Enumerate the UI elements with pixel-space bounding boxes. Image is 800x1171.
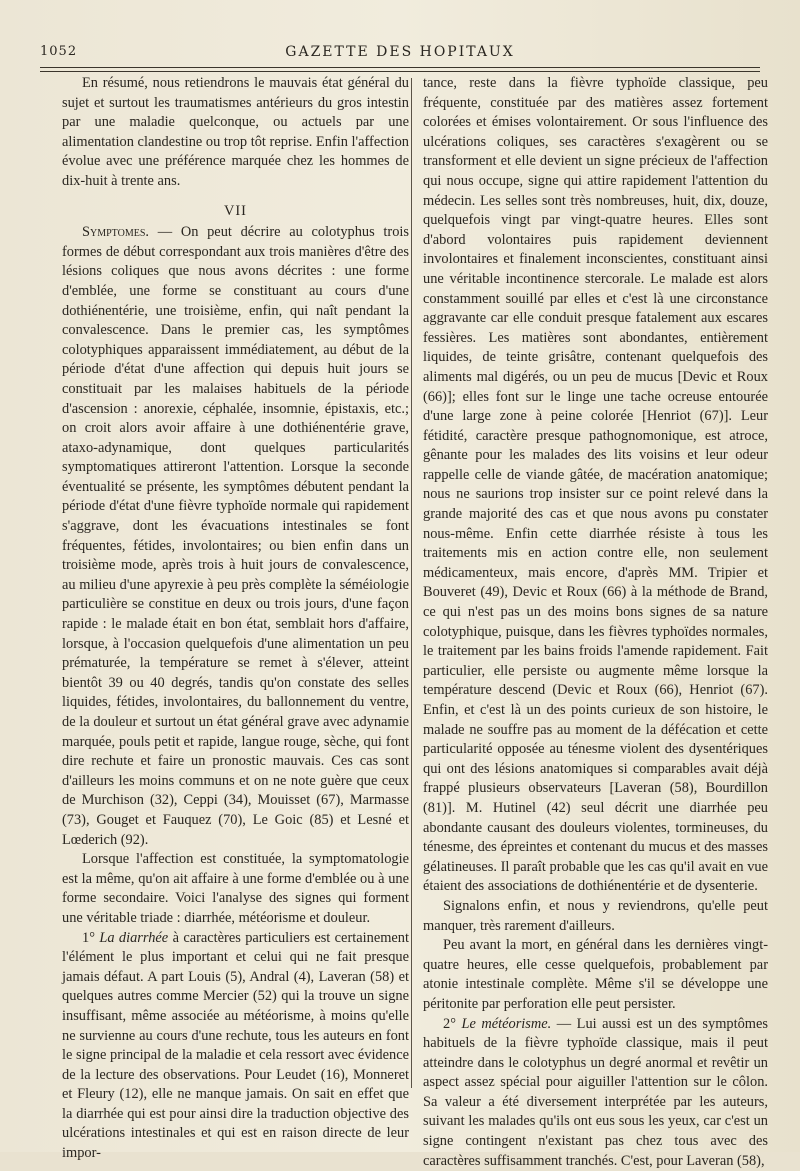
term-diarrhea: La diarrhée	[99, 930, 168, 946]
right-column	[423, 74, 768, 1171]
left-column	[62, 74, 409, 1164]
section-number: VII	[62, 202, 409, 222]
paragraph-summary: En résumé, nous retiendrons le mauvais état général du sujet et surtout les traumatismes antérieurs du gros intestin par une maladie quelconque, ou actuels par une alimentation clandestine ou trop tôt reprise. Enfin l'affection évolue avec une préférence marquée chez les hommes de dix-huit à trente ans.	[62, 74, 409, 192]
item-number: 2°	[443, 1016, 461, 1032]
running-title: GAZETTE DES HOPITAUX	[0, 44, 800, 60]
term-meteorism: Le météorisme.	[461, 1016, 551, 1032]
paragraph-may-be-absent: Signalons enfin, et nous y reviendrons, qu'elle peut manquer, très rarement d'ailleurs.	[423, 897, 768, 936]
paragraph-continued: tance, reste dans la fièvre typhoïde classique, peu fréquente, constituée par des matières assez fortement colorées et émises volontairement. Or sous l'influence des ulcérations coliques, ses caractères s'exagèrent ou se transforment et elle devient un signe précieux de l'affection qui nous occupe, signe qui attire rapidement l'attention du médecin. Les selles sont très nombreuses, huit, dix, douze, quelquefois vingt par vingt-quatre heures. Elles sont d'abord volontaires puis rapidement deviennent involontaires et finalement inconscientes, constituant ainsi une véritable incontinence stercorale. Le malade est alors constamment souillé par elles et c'est là une circonstance aggravante car elle conduit presque fatalement aux escares fessières. Les matières sont abondantes, entièrement liquides, de teinte grisâtre, contenant quelquefois des aliments mal digérés, ou un peu de mucus [Devic et Roux (66)]; elles font sur le linge une tache ocreuse entourée d'une large zone à peine colorée [Henriot (67)]. Leur fétidité, caractère presque pathognomonique, est atroce, gênante pour les malades des lits voisins et leur odeur rappelle celle de viande gâtée, de macération anatomique; nous ne saurions trop insister sur ce point relevé dans la grande majorité des cas et que nous avons pu constater nous-même. Enfin cette diarrhée résiste à tous les traitements mis en action contre elle, non seulement médicamenteux, mais encore, d'après MM. Tripier et Bouveret (49), Devic et Roux (66) à la méthode de Brand, ce qui n'est pas un des moins bons signes de sa nature colotyphique, puisque, dans les fièvres typhoïdes normales, le traitement par les bains froids l'amende rapidement. Fait particulier, elle persiste ou augmente même lorsque la température descend (Devic et Roux (66), Henriot (67). Enfin, et c'est là un des points curieux de son histoire, le malade ne souffre pas au moment de la défécation et cette particularité opposée au ténesme violent des dysentériques qui ont des lésions anatomiques si comparables avait déjà frappé plusieurs observateurs [Laveran (58), Bourdillon (81)]. M. Hutinel (42) seul décrit une diarrhée peu abondante causant des douleurs violentes, tormineuses, du ténesme, des épreintes et contenant du mucus et des masses gélatineuses. Il paraît probable que les cas qu'il avait en vue étaient des associations de dothiénentérie et de dysenterie.	[423, 74, 768, 897]
column-divider	[411, 78, 412, 1088]
paragraph-symptoms-text: — On peut décrire au colotyphus trois formes de début correspondant aux trois manières d'être des lésions coliques que nous avons décrites : une forme d'emblée, une forme se constituant au cours d'une dothiénentérie, une troisième, enfin, qui naît pendant la convalescence. Dans le premier cas, les symptômes colotyphiques apparaissent immédiatement, au début de la période d'état d'une affection qui depuis huit jours se constituait par les malaises habituels de la période d'ascension : anorexie, céphalée, insomnie, épistaxis, etc.; on croit alors avoir affaire à une dothiénentérie grave, ataxo-adynamique, dont quelques particularités symptomatiques attireront l'attention. Lorsque la seconde éventualité se présente, les symptômes débutent pendant la période d'état d'une fièvre typhoïde normale qui rapidement s'aggrave, dont les évacuations intestinales se font fréquentes, fétides, involontaires; ou bien enfin dans un troisième mode, après trois à huit jours de convalescence, au milieu d'une apyrexie à peu près complète la séméiologie particulière se constitue en deux ou trois jours, d'une façon rapide : le malade était en bon état, semblait hors d'affaire, lorsque, à l'occasion quelquefois d'une alimentation un peu prématurée, la température se remet à s'élever, atteint bientôt 39 ou 40 degrés, tandis qu'on constate des selles liquides, fétides, involontaires, du ballonnement du ventre, de la douleur et surtout un état général grave avec adynamie marquée, pouls petit et rapide, langue rouge, sèche, qui font dire rechute et faire un pronostic mauvais. Ces cas sont d'ailleurs les moins communs et on ne note guère que ceux de Murchison (32), Ceppi (34), Mouisset (67), Marmasse (73), Gouget et Fauquez (70), Le Goic (85) et Lesné et Lœderich (92).	[62, 224, 409, 847]
page-number: 1052	[40, 44, 77, 59]
paragraph-diarrhea-text: à caractères particuliers est certainement l'élément le plus important et celui qui ne fait presque jamais défaut. A part Louis (5), Andral (4), Laveran (58) et quelques autres comme Mercier (52) qui la trouve un signe insuffisant, même associée au météorisme, à moins qu'elle ne survienne au cours d'une rechute, tous les auteurs en font le signe principal de la maladie et cela ressort avec évidence de la lecture des observations. Pour Leudet (16), Monneret et Fleury (12), elle ne manque jamais. On sait en effet que la diarrhée qui est pour ainsi dire la traduction objective des ulcérations intestinales et qui est en raison directe de leur impor-	[62, 930, 409, 1162]
item-number: 1°	[82, 930, 99, 946]
paragraph-triad: Lorsque l'affection est constituée, la symptomatologie est la même, qu'on ait affaire à une forme d'emblée ou à une forme secondaire. Voici l'analyse des signes qui forment une véritable triade : diarrhée, météorisme et douleur.	[62, 850, 409, 928]
header-rule-thin	[40, 71, 760, 72]
paragraph-diarrhea	[62, 929, 409, 1164]
paragraph-symptoms	[62, 223, 409, 850]
section-title: Symptomes.	[82, 224, 149, 240]
paragraph-meteorism-text: — Lui aussi est un des symptômes habituels de la fièvre typhoïde classique, mais il peut atteindre dans le colotyphus un degré anormal et revêtir un aspect assez spécial pour aiguiller l'attention sur le côlon. Sa valeur a été diversement interprétée par les auteurs, suivant les malades qu'ils ont eus sous les yeux, car c'est un signe contingent n'existant pas chez tous avec des caractères suffisamment tranchés. C'est, pour Laveran (58),	[423, 1016, 768, 1169]
paragraph-meteorism	[423, 1015, 768, 1171]
paragraph-before-death: Peu avant la mort, en général dans les dernières vingt-quatre heures, elle cesse quelquefois, probablement par atonie intestinale complète. Même s'il se développe une péritonite par perforation elle peut persister.	[423, 936, 768, 1014]
header-rule	[40, 67, 760, 68]
